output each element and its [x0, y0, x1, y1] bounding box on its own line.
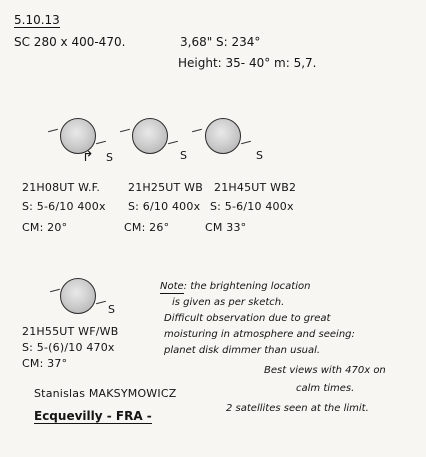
planet-height-magnitude: Height: 35- 40° m: 5,7. — [178, 56, 317, 70]
south-label: S — [108, 303, 115, 316]
planet-size-seeing: 3,68" S: 234° — [180, 35, 261, 49]
sketch-cm: CM: 20° — [22, 221, 68, 234]
observation-date: 5.10.13 — [14, 13, 60, 27]
note-line: : the brightening location — [183, 281, 311, 292]
sketch-seeing: S: 5-(6)/10 470x — [22, 341, 115, 354]
sketch-time: 21H45UT WB2 — [214, 181, 297, 194]
note-line: moisturing in atmosphere and seeing: — [164, 329, 355, 340]
orientation-tick — [96, 301, 106, 305]
sketch-seeing: S: 6/10 400x — [128, 200, 201, 213]
south-label: S — [180, 149, 187, 162]
note-line: planet disk dimmer than usual. — [164, 345, 321, 356]
note-label: Note — [160, 281, 184, 292]
orientation-tick — [96, 141, 106, 145]
orientation-tick — [48, 129, 58, 133]
orientation-tick — [192, 129, 202, 133]
sketch-cm: CM: 37° — [22, 357, 68, 370]
sketch-time: 21H08UT W.F. — [22, 181, 101, 194]
south-label: S — [106, 151, 113, 164]
telescope-setup: SC 280 x 400-470. — [14, 35, 126, 49]
note-first-line — [160, 282, 310, 292]
planet-disk-sketch — [60, 278, 96, 314]
sketch-time: 21H25UT WB — [128, 181, 203, 194]
planet-disk-sketch — [205, 118, 241, 154]
brightening-arrow-icon: ↱ — [82, 149, 94, 165]
sketch-seeing: S: 5-6/10 400x — [22, 200, 106, 213]
note-line: Best views with 470x on — [264, 365, 386, 376]
sketch-time: 21H55UT WF/WB — [22, 325, 119, 338]
orientation-tick — [168, 141, 178, 145]
note-line: 2 satellites seen at the limit. — [226, 403, 369, 414]
orientation-tick — [50, 289, 60, 293]
observer-location: Ecquevilly - FRA - — [34, 409, 152, 423]
south-label: S — [256, 149, 263, 162]
observer-name: Stanislas MAKSYMOWICZ — [34, 387, 177, 400]
sketch-cm: CM 33° — [205, 221, 247, 234]
note-line: Difficult observation due to great — [164, 313, 331, 324]
orientation-tick — [120, 129, 130, 133]
note-line: is given as per sketch. — [172, 297, 285, 308]
sketch-seeing: S: 5-6/10 400x — [210, 200, 294, 213]
note-line: calm times. — [296, 383, 355, 394]
orientation-tick — [241, 141, 251, 145]
planet-disk-sketch — [132, 118, 168, 154]
sketch-cm: CM: 26° — [124, 221, 170, 234]
